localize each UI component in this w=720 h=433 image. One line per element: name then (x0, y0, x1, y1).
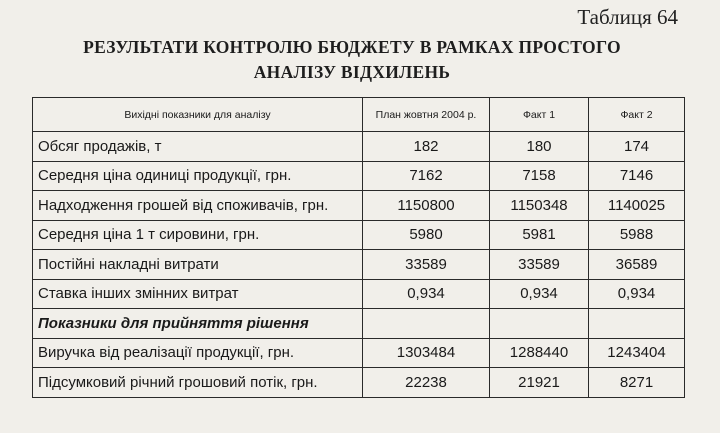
document-title-line-2: АНАЛІЗУ ВІДХИЛЕНЬ (253, 62, 451, 82)
section-title: Показники для прийняття рішення (33, 309, 363, 339)
fact-1-value: 5981 (490, 220, 589, 250)
fact-2-value: 1140025 (589, 191, 685, 221)
row-label: Середня ціна одиниці продукції, грн. (33, 161, 363, 191)
header-indicators: Вихідні показники для аналізу (33, 98, 363, 132)
table-row (33, 338, 685, 368)
fact-2-value: 5988 (589, 220, 685, 250)
plan-value: 0,934 (363, 279, 490, 309)
empty-cell (589, 309, 685, 339)
table-row (33, 132, 685, 162)
fact-2-value: 36589 (589, 250, 685, 280)
fact-2-value: 7146 (589, 161, 685, 191)
fact-2-value: 1243404 (589, 338, 685, 368)
row-label: Середня ціна 1 т сировини, грн. (33, 220, 363, 250)
header-fact-1: Факт 1 (490, 98, 589, 132)
fact-2-value: 8271 (589, 368, 685, 398)
row-label: Ставка інших змінних витрат (33, 279, 363, 309)
table-row (33, 368, 685, 398)
fact-1-value: 33589 (490, 250, 589, 280)
header-fact-2: Факт 2 (589, 98, 685, 132)
fact-1-value: 1288440 (490, 338, 589, 368)
empty-cell (490, 309, 589, 339)
fact-2-value: 174 (589, 132, 685, 162)
empty-cell (363, 309, 490, 339)
budget-control-table (32, 97, 685, 398)
header-row (33, 98, 685, 132)
fact-1-value: 1150348 (490, 191, 589, 221)
plan-value: 182 (363, 132, 490, 162)
table-row (33, 220, 685, 250)
section-row (33, 309, 685, 339)
fact-1-value: 0,934 (490, 279, 589, 309)
row-label: Постійні накладні витрати (33, 250, 363, 280)
table-row (33, 161, 685, 191)
table-row (33, 191, 685, 221)
header-plan: План жовтня 2004 р. (363, 98, 490, 132)
fact-1-value: 21921 (490, 368, 589, 398)
document-title-line-1: РЕЗУЛЬТАТИ КОНТРОЛЮ БЮДЖЕТУ В РАМКАХ ПРОСТОГО (83, 37, 621, 57)
plan-value: 33589 (363, 250, 490, 280)
plan-value: 22238 (363, 368, 490, 398)
plan-value: 1150800 (363, 191, 490, 221)
plan-value: 1303484 (363, 338, 490, 368)
row-label: Виручка від реалізації продукції, грн. (33, 338, 363, 368)
table-number: Таблиця 64 (577, 5, 678, 29)
row-label: Надходження грошей від споживачів, грн. (33, 191, 363, 221)
table-row (33, 279, 685, 309)
row-label: Підсумковий річний грошовий потік, грн. (33, 368, 363, 398)
plan-value: 5980 (363, 220, 490, 250)
plan-value: 7162 (363, 161, 490, 191)
row-label: Обсяг продажів, т (33, 132, 363, 162)
fact-1-value: 180 (490, 132, 589, 162)
fact-2-value: 0,934 (589, 279, 685, 309)
fact-1-value: 7158 (490, 161, 589, 191)
table-row (33, 250, 685, 280)
